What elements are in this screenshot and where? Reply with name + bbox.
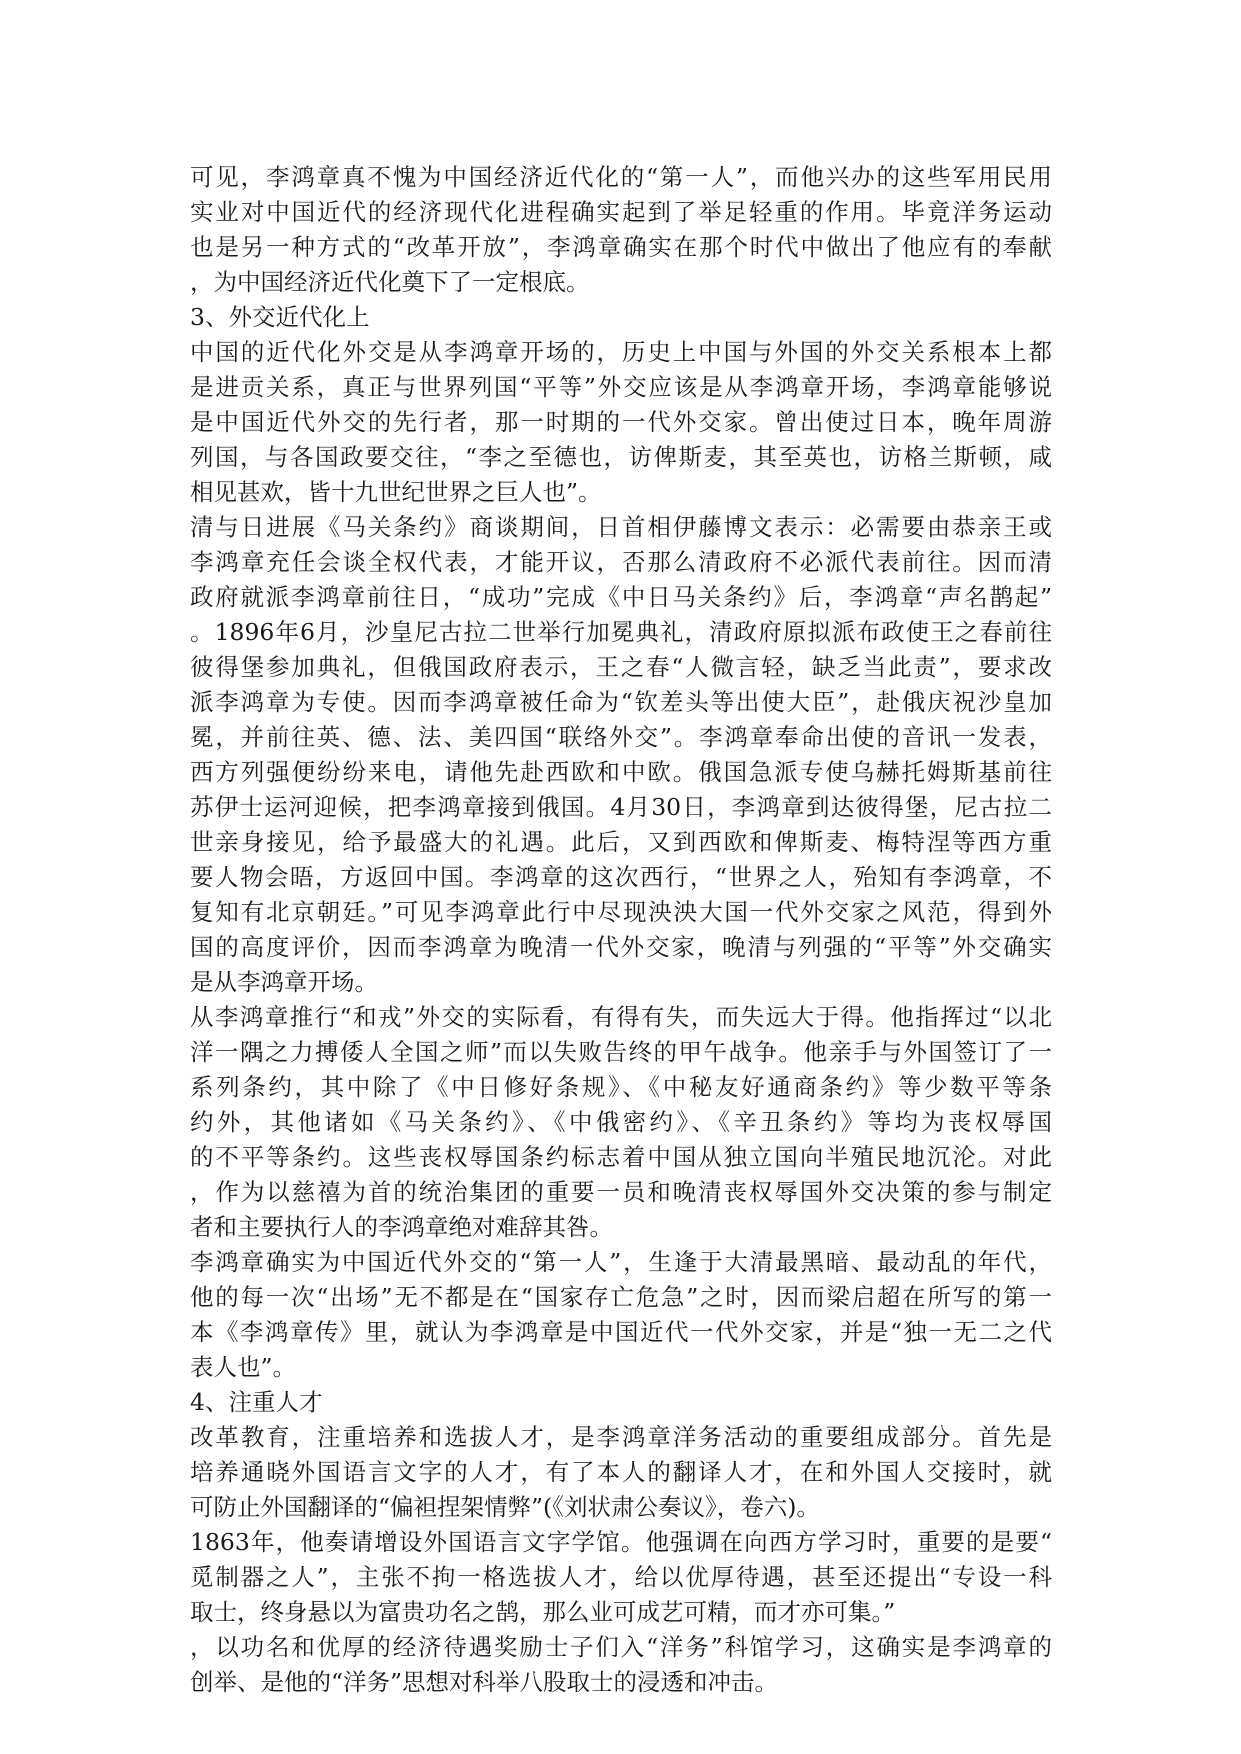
text-line: 培养通晓外国语言文字的人才，有了本人的翻译人才，在和外国人交接时，就 bbox=[190, 1458, 1052, 1486]
text-line: 复知有北京朝廷。”可见李鸿章此行中尽现泱泱大国一代外交家之风范，得到外 bbox=[190, 898, 1052, 926]
text-line: 的不平等条约。这些丧权辱国条约标志着中国从独立国向半殖民地沉沦。对此 bbox=[190, 1143, 1052, 1171]
text-line: 也是另一种方式的“改革开放”，李鸿章确实在那个时代中做出了他应有的奉献 bbox=[190, 233, 1052, 261]
text-line: 冕，并前往英、德、法、美四国“联络外交”。李鸿章奉命出使的音讯一发表， bbox=[190, 723, 1052, 751]
text-line: 者和主要执行人的李鸿章绝对难辞其咎。 bbox=[190, 1213, 613, 1241]
text-line: 国的高度评价，因而李鸿章为晚清一代外交家，晚清与列强的“平等”外交确实 bbox=[190, 933, 1052, 961]
text-line: ，为中国经济近代化奠下了一定根底。 bbox=[190, 268, 590, 296]
text-line: 取士，终身悬以为富贵功名之鹄，那么业可成艺可精，而才亦可集。” bbox=[190, 1598, 896, 1626]
text-line: 。1896年6月，沙皇尼古拉二世举行加冕典礼，清政府原拟派布政使王之春前往 bbox=[190, 618, 1052, 646]
text-line: 李鸿章确实为中国近代外交的“第一人”，生逢于大清最黑暗、最动乱的年代， bbox=[190, 1248, 1052, 1276]
text-line: 列国，与各国政要交往，“李之至德也，访俾斯麦，其至英也，访格兰斯顿，咸 bbox=[190, 443, 1052, 471]
text-line: 洋一隅之力搏倭人全国之师”而以失败告终的甲午战争。他亲手与外国签订了一 bbox=[190, 1038, 1052, 1066]
text-line: 彼得堡参加典礼，但俄国政府表示，王之春“人微言轻，缺乏当此责”，要求改 bbox=[190, 653, 1052, 681]
text-line: 3、外交近代化上 bbox=[190, 303, 370, 331]
text-line: 相见甚欢，皆十九世纪世界之巨人也”。 bbox=[190, 478, 602, 506]
text-line: 系列条约，其中除了《中日修好条规》、《中秘友好通商条约》等少数平等条 bbox=[190, 1073, 1052, 1101]
text-line: ，以功名和优厚的经济待遇奖励士子们入“洋务”科馆学习，这确实是李鸿章的 bbox=[190, 1633, 1052, 1661]
text-line: 西方列强便纷纷来电，请他先赴西欧和中欧。俄国急派专使乌赫托姆斯基前往 bbox=[190, 758, 1052, 786]
text-line: 是从李鸿章开场。 bbox=[190, 968, 378, 996]
text-line: 是进贡关系，真正与世界列国“平等”外交应该是从李鸿章开场，李鸿章能够说 bbox=[190, 373, 1052, 401]
text-line: 1863年，他奏请增设外国语言文字学馆。他强调在向西方学习时，重要的是要“ bbox=[190, 1528, 1052, 1556]
text-line: 世亲身接见，给予最盛大的礼遇。此后，又到西欧和俾斯麦、梅特涅等西方重 bbox=[190, 828, 1052, 856]
text-line: 清与日进展《马关条约》商谈期间，日首相伊藤博文表示：必需要由恭亲王或 bbox=[190, 513, 1052, 541]
text-line: 可防止外国翻译的“偏袒捏架情弊”(《刘状肃公奏议》，卷六)。 bbox=[190, 1493, 820, 1521]
text-line: 创举、是他的“洋务”思想对科举八股取士的浸透和冲击。 bbox=[190, 1668, 779, 1696]
text-line: 从李鸿章推行“和戎”外交的实际看，有得有失，而失远大于得。他指挥过“以北 bbox=[190, 1003, 1052, 1031]
text-line: 政府就派李鸿章前往日，“成功”完成《中日马关条约》后，李鸿章“声名鹊起” bbox=[190, 583, 1052, 611]
text-line: ，作为以慈禧为首的统治集团的重要一员和晚清丧权辱国外交决策的参与制定 bbox=[190, 1178, 1052, 1206]
text-line: 他的每一次“出场”无不都是在“国家存亡危急”之时，因而梁启超在所写的第一 bbox=[190, 1283, 1052, 1311]
text-line: 是中国近代外交的先行者，那一时期的一代外交家。曾出使过日本，晚年周游 bbox=[190, 408, 1052, 436]
text-line: 约外，其他诸如《马关条约》、《中俄密约》、《辛丑条约》等均为丧权辱国 bbox=[190, 1108, 1052, 1136]
text-line: 实业对中国近代的经济现代化进程确实起到了举足轻重的作用。毕竟洋务运动 bbox=[190, 198, 1052, 226]
text-line: 可见，李鸿章真不愧为中国经济近代化的“第一人”，而他兴办的这些军用民用 bbox=[190, 163, 1052, 191]
text-line: 觅制器之人”，主张不拘一格选拔人才，给以优厚待遇，甚至还提出“专设一科 bbox=[190, 1563, 1052, 1591]
document-body bbox=[190, 160, 1052, 1700]
text-line: 4、注重人才 bbox=[190, 1388, 323, 1416]
text-line: 派李鸿章为专使。因而李鸿章被任命为“钦差头等出使大臣”，赴俄庆祝沙皇加 bbox=[190, 688, 1052, 716]
text-line: 中国的近代化外交是从李鸿章开场的，历史上中国与外国的外交关系根本上都 bbox=[190, 338, 1052, 366]
text-line: 李鸿章充任会谈全权代表，才能开议，否那么清政府不必派代表前往。因而清 bbox=[190, 548, 1052, 576]
text-line: 表人也”。 bbox=[190, 1353, 297, 1381]
text-line: 要人物会晤，方返回中国。李鸿章的这次西行，“世界之人，殆知有李鸿章，不 bbox=[190, 863, 1052, 891]
text-line: 苏伊士运河迎候，把李鸿章接到俄国。4月30日，李鸿章到达彼得堡，尼古拉二 bbox=[190, 793, 1052, 821]
text-line: 本《李鸿章传》里，就认为李鸿章是中国近代一代外交家，并是“独一无二之代 bbox=[190, 1318, 1052, 1346]
text-line: 改革教育，注重培养和选拔人才，是李鸿章洋务活动的重要组成部分。首先是 bbox=[190, 1423, 1052, 1451]
